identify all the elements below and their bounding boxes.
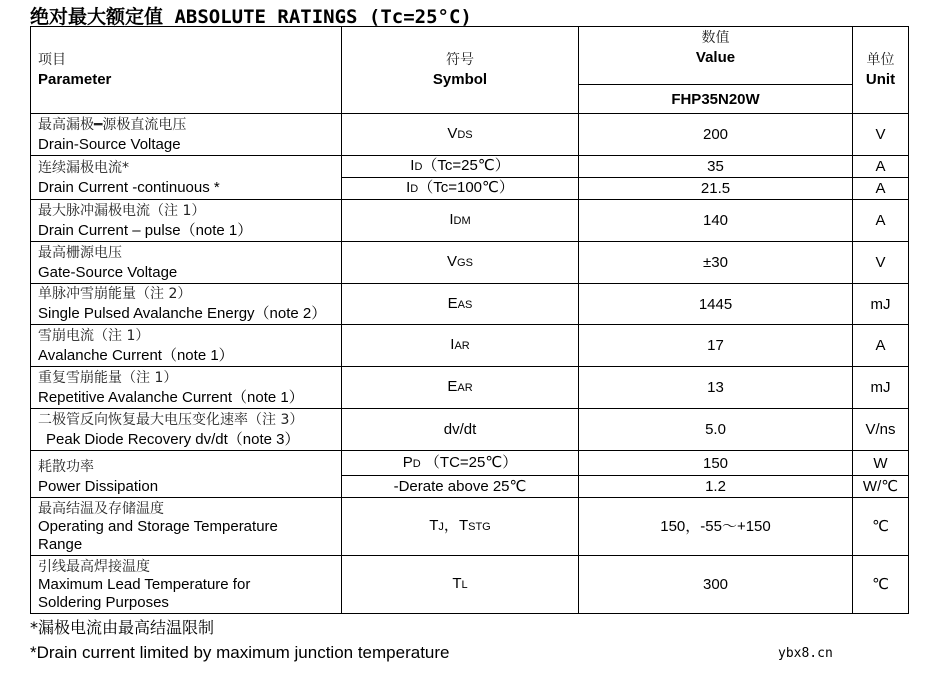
- symbol-sub: J: [438, 521, 444, 533]
- value-cell: 300: [579, 556, 853, 614]
- header-value: [579, 27, 853, 85]
- value-cell: 35: [579, 156, 853, 178]
- symbol-main: dv/dt: [443, 421, 477, 438]
- param-cell: [31, 325, 342, 367]
- header-value-cn: 数值: [701, 30, 730, 46]
- symbol-cell: [342, 200, 579, 242]
- table-row: [31, 284, 909, 325]
- symbol-sub: AR: [454, 340, 470, 352]
- symbol-cell: [342, 178, 579, 200]
- symbol-condition: （Tc=100℃）: [418, 179, 514, 196]
- part-number: FHP35N20W: [579, 85, 853, 114]
- header-parameter: [31, 27, 342, 114]
- param-cn: 耗散功率: [38, 459, 94, 475]
- param-en: Drain Current -continuous *: [38, 178, 220, 196]
- unit-cell: W/℃: [853, 476, 909, 498]
- value-cell: ±30: [579, 242, 853, 284]
- symbol-cell: [342, 242, 579, 284]
- symbol-main: -Derate above 25℃: [393, 478, 527, 495]
- value-cell: 1.2: [579, 476, 853, 498]
- watermark: ybx8.cn: [778, 646, 833, 661]
- symbol-main: E: [447, 378, 458, 395]
- symbol-sub: AS: [457, 298, 473, 311]
- table-row: [31, 556, 909, 614]
- symbol-condition: （TC=25℃）: [420, 453, 518, 471]
- param-cell: [31, 451, 342, 498]
- table-row: [31, 200, 909, 242]
- param-cell: [31, 367, 342, 409]
- table-row: [31, 325, 909, 367]
- param-cn: 连续漏极电流*: [38, 159, 129, 176]
- table-row: [31, 451, 909, 476]
- table-row: [31, 156, 909, 178]
- header-unit-cn: 单位: [866, 52, 895, 68]
- param-en: Maximum Lead Temperature for Soldering Purposes: [38, 575, 251, 611]
- symbol-main: V: [447, 253, 458, 270]
- param-en: Avalanche Current（note 1）: [38, 346, 234, 364]
- symbol-cell: [342, 156, 579, 178]
- header-symbol-cn: 符号: [446, 52, 474, 68]
- symbol-separator: ，: [443, 517, 459, 534]
- param-cell: [31, 556, 342, 614]
- table-row: [31, 367, 909, 409]
- param-cn: 最大脉冲漏极电流（注 1）: [38, 202, 206, 219]
- symbol-cell: [342, 367, 579, 409]
- section-title: [30, 2, 472, 29]
- symbol-cell: [342, 476, 579, 498]
- unit-cell: A: [853, 325, 909, 367]
- param-en: Single Pulsed Avalanche Energy（note 2）: [38, 305, 327, 322]
- value-cell: 150，-55～+150: [579, 498, 853, 556]
- symbol-sub: DS: [457, 129, 473, 141]
- symbol-cell: [342, 498, 579, 556]
- param-cn: 引线最高焊接温度: [38, 558, 150, 575]
- param-en: Peak Diode Recovery dv/dt（note 3）: [46, 430, 300, 448]
- param-cell: [31, 284, 342, 325]
- value-cell: 17: [579, 325, 853, 367]
- symbol-main: T: [429, 517, 439, 534]
- title-en: ABSOLUTE RATINGS (Tc=25°C): [163, 6, 472, 28]
- symbol2-sub: STG: [468, 521, 491, 533]
- param-cn: 雪崩电流（注 1）: [38, 327, 150, 344]
- unit-cell: V: [853, 114, 909, 156]
- symbol-main: P: [402, 453, 413, 471]
- unit-cell: W: [853, 451, 909, 476]
- symbol2-main: T: [458, 517, 469, 534]
- header-symbol-en: Symbol: [432, 71, 488, 88]
- param-en: Gate-Source Voltage: [38, 263, 178, 281]
- footnote-en: *Drain current limited by maximum junction temperature: [30, 643, 450, 662]
- unit-cell: ℃: [853, 498, 909, 556]
- symbol-sub: D: [414, 161, 423, 173]
- value-cell: 140: [579, 200, 853, 242]
- param-cn: 二极管反向恢复最大电压变化速率（注 3）: [38, 411, 304, 428]
- param-cn: 最高结温及存储温度: [38, 500, 164, 517]
- unit-cell: ℃: [853, 556, 909, 614]
- symbol-condition: （Tc=25℃）: [422, 157, 510, 174]
- param-en: Drain-Source Voltage: [38, 135, 181, 153]
- param-cn: 最高栅源电压: [38, 244, 122, 261]
- param-en: Operating and Storage Temperature Range: [38, 517, 278, 553]
- symbol-sub: L: [461, 579, 468, 591]
- symbol-sub: AR: [457, 382, 473, 394]
- param-cell: [31, 409, 342, 451]
- value-cell: 5.0: [579, 409, 853, 451]
- header-parameter-cn: 项目: [38, 52, 66, 68]
- unit-cell: V: [853, 242, 909, 284]
- unit-cell: mJ: [853, 284, 909, 325]
- table-row: [31, 114, 909, 156]
- param-cn: 单脉冲雪崩能量（注 2）: [38, 286, 192, 302]
- footnote-cn: *漏极电流由最高结温限制: [30, 618, 215, 637]
- symbol-cell: [342, 114, 579, 156]
- symbol-cell: [342, 451, 579, 476]
- symbol-cell: [342, 409, 579, 451]
- param-cn: 最高漏极━源极直流电压: [38, 116, 187, 133]
- param-cell: [31, 200, 342, 242]
- symbol-main: I: [449, 211, 454, 228]
- symbol-main: I: [406, 179, 411, 196]
- header-unit: [853, 27, 909, 114]
- param-cell: [31, 156, 342, 200]
- value-cell: 13: [579, 367, 853, 409]
- value-cell: 200: [579, 114, 853, 156]
- symbol-main: T: [452, 575, 462, 592]
- symbol-sub: GS: [457, 257, 473, 269]
- title-cn: 绝对最大额定值: [30, 6, 164, 28]
- param-en: Drain Current – pulse（note 1）: [38, 221, 253, 239]
- symbol-sub: D: [412, 457, 421, 470]
- symbol-main: E: [447, 294, 458, 312]
- param-cell: [31, 498, 342, 556]
- value-cell: 1445: [579, 284, 853, 325]
- symbol-cell: [342, 325, 579, 367]
- symbol-cell: [342, 284, 579, 325]
- symbol-sub: DM: [453, 215, 471, 227]
- param-en: Power Dissipation: [38, 478, 159, 495]
- unit-cell: mJ: [853, 367, 909, 409]
- symbol-main: V: [447, 125, 458, 142]
- symbol-main: I: [410, 157, 415, 174]
- value-cell: 21.5: [579, 178, 853, 200]
- unit-cell: A: [853, 200, 909, 242]
- symbol-cell: [342, 556, 579, 614]
- param-cell: [31, 114, 342, 156]
- unit-cell: V/ns: [853, 409, 909, 451]
- absolute-ratings-table: [30, 26, 909, 614]
- table-row: [31, 498, 909, 556]
- param-cn: 重复雪崩能量（注 1）: [38, 369, 178, 386]
- header-symbol: [342, 27, 579, 114]
- symbol-sub: D: [410, 183, 419, 195]
- value-cell: 150: [579, 451, 853, 476]
- table-row: [31, 242, 909, 284]
- param-en: Repetitive Avalanche Current（note 1）: [38, 388, 304, 406]
- header-unit-en: Unit: [865, 71, 896, 88]
- param-cell: [31, 242, 342, 284]
- table-row: [31, 409, 909, 451]
- unit-cell: A: [853, 178, 909, 200]
- header-parameter-en: Parameter: [38, 71, 112, 88]
- header-value-en: Value: [695, 49, 736, 66]
- unit-cell: A: [853, 156, 909, 178]
- symbol-main: I: [450, 336, 455, 353]
